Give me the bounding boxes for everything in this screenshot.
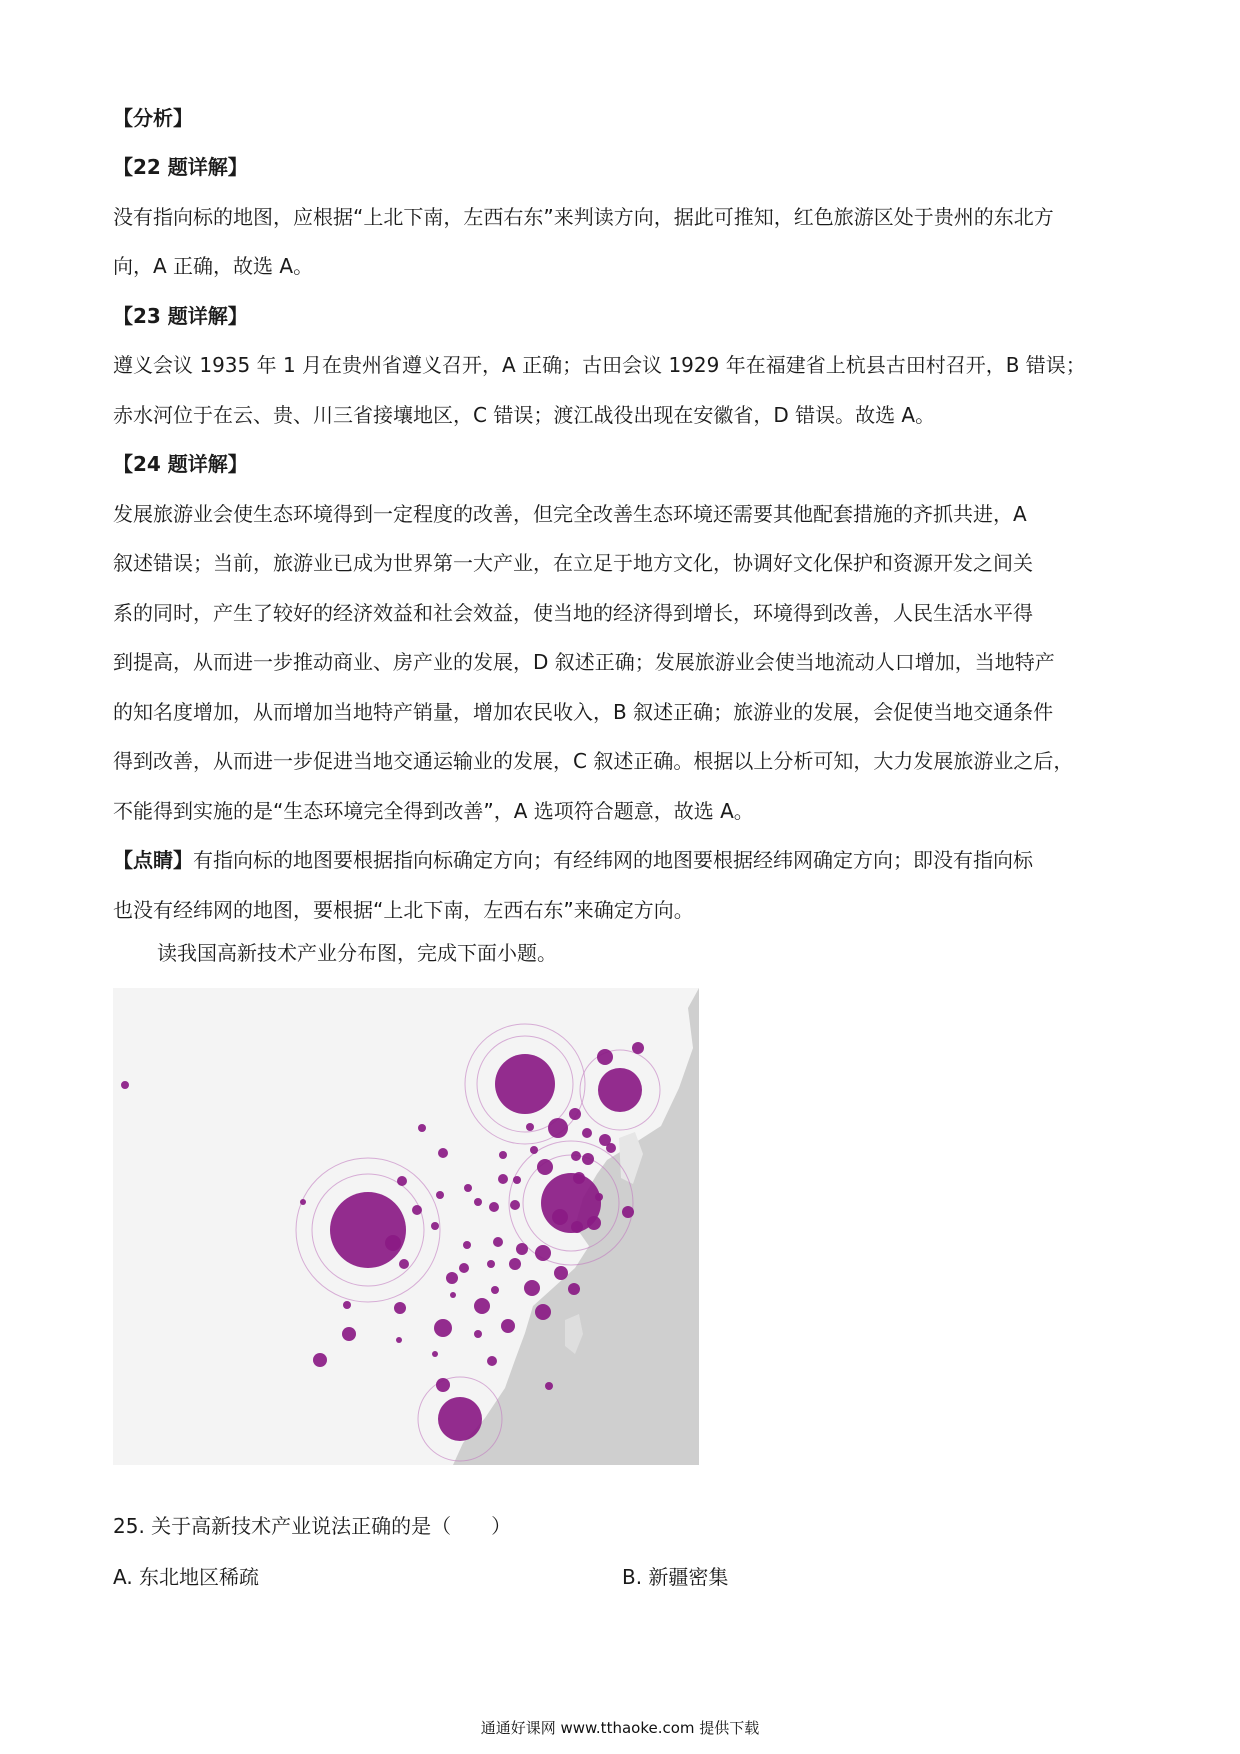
industry-bubble-31 <box>412 1205 422 1215</box>
industry-bubble-59 <box>487 1260 495 1268</box>
high-tech-industry-map <box>113 988 699 1465</box>
industry-bubble-24 <box>342 1327 356 1341</box>
industry-bubble-44 <box>343 1301 351 1309</box>
industry-bubble-66 <box>438 1397 482 1441</box>
option-b[interactable]: B. 新疆密集 <box>622 1565 729 1589</box>
industry-bubble-27 <box>436 1378 450 1392</box>
q23-heading: 【23 题详解】 <box>113 304 248 328</box>
industry-bubble-17 <box>554 1266 568 1280</box>
industry-bubble-47 <box>459 1263 469 1273</box>
industry-bubble-53 <box>582 1128 592 1138</box>
q24-line-4: 到提高，从而进一步推动商业、房产业的发展，D 叙述正确；发展旅游业会使当地流动人口增加，当地特产 <box>113 650 1055 674</box>
industry-bubble-63 <box>330 1192 406 1268</box>
industry-bubble-55 <box>606 1143 616 1153</box>
industry-bubble-0 <box>548 1118 568 1138</box>
industry-bubble-16 <box>524 1280 540 1296</box>
industry-bubble-30 <box>446 1272 458 1284</box>
industry-bubble-5 <box>537 1159 553 1175</box>
industry-bubble-23 <box>394 1302 406 1314</box>
industry-bubble-21 <box>535 1304 551 1320</box>
industry-bubble-18 <box>568 1283 580 1295</box>
tip-label: 【点睛】 <box>113 848 193 872</box>
industry-bubble-65 <box>598 1068 642 1112</box>
industry-bubble-9 <box>489 1202 499 1212</box>
tip-line-2: 也没有经纬网的地图，要根据“上北下南，左西右东”来确定方向。 <box>113 898 694 922</box>
industry-bubble-36 <box>436 1191 444 1199</box>
industry-bubble-46 <box>450 1292 456 1298</box>
industry-bubble-37 <box>474 1198 482 1206</box>
industry-bubble-61 <box>464 1184 472 1192</box>
q22-line-1: 没有指向标的地图，应根据“上北下南，左西右东”来判读方向，据此可推知，红色旅游区处于贵州的东北方 <box>113 205 1054 229</box>
industry-bubble-25 <box>313 1353 327 1367</box>
q24-line-3: 系的同时，产生了较好的经济效益和社会效益，使当地的经济得到增长，环境得到改善，人民生活水平得 <box>113 601 1033 625</box>
industry-bubble-19 <box>474 1298 490 1314</box>
industry-bubble-48 <box>300 1199 306 1205</box>
industry-bubble-57 <box>526 1123 534 1131</box>
tip-text: 有指向标的地图要根据指向标确定方向；有经纬网的地图要根据经纬网确定方向；即没有指向标 <box>193 848 1033 872</box>
industry-bubble-2 <box>632 1042 644 1054</box>
map-intro: 读我国高新技术产业分布图，完成下面小题。 <box>157 941 557 965</box>
industry-bubble-34 <box>499 1151 507 1159</box>
industry-bubble-52 <box>569 1108 581 1120</box>
industry-bubble-64 <box>541 1173 601 1233</box>
industry-bubble-22 <box>434 1319 452 1337</box>
q23-line-1: 遵义会议 1935 年 1 月在贵州省遵义召开，A 正确；古田会议 1929 年在福建省上杭县古田村召开，B 错误； <box>113 353 1086 377</box>
q24-heading: 【24 题详解】 <box>113 452 248 476</box>
q22-heading: 【22 题详解】 <box>113 155 248 179</box>
industry-bubble-51 <box>530 1146 538 1154</box>
q22-line-2: 向，A 正确，故选 A。 <box>113 254 314 278</box>
industry-bubble-58 <box>513 1176 521 1184</box>
tip-line-1 <box>113 846 1133 874</box>
industry-bubble-45 <box>431 1222 439 1230</box>
industry-bubble-11 <box>516 1243 528 1255</box>
industry-bubble-43 <box>396 1337 402 1343</box>
industry-bubble-35 <box>418 1124 426 1132</box>
option-a[interactable]: A. 东北地区稀疏 <box>113 1565 260 1589</box>
q23-line-2: 赤水河位于在云、贵、川三省接壤地区，C 错误；渡江战役出现在安徽省，D 错误。故选 A。 <box>113 403 936 427</box>
industry-bubble-41 <box>432 1351 438 1357</box>
industry-bubble-54 <box>571 1151 581 1161</box>
industry-bubble-49 <box>121 1081 129 1089</box>
footer-source: 通通好课网 www.tthaoke.com 提供下载 <box>480 1719 760 1737</box>
industry-bubble-42 <box>474 1330 482 1338</box>
q24-line-2: 叙述错误；当前，旅游业已成为世界第一大产业，在立足于地方文化，协调好文化保护和资源开发之间关 <box>113 551 1033 575</box>
industry-bubble-12 <box>535 1245 551 1261</box>
q24-line-1: 发展旅游业会使生态环境得到一定程度的改善，但完全改善生态环境还需要其他配套措施的齐抓共进，A <box>113 502 1027 526</box>
industry-bubble-8 <box>622 1206 634 1218</box>
industry-bubble-32 <box>397 1176 407 1186</box>
industry-bubble-26 <box>487 1356 497 1366</box>
industry-bubble-33 <box>438 1148 448 1158</box>
industry-bubble-10 <box>493 1237 503 1247</box>
industry-bubble-1 <box>597 1049 613 1065</box>
industry-bubble-38 <box>463 1241 471 1249</box>
industry-bubble-20 <box>501 1319 515 1333</box>
industry-bubble-29 <box>399 1259 409 1269</box>
industry-bubble-40 <box>491 1286 499 1294</box>
industry-bubble-50 <box>545 1382 553 1390</box>
industry-bubble-4 <box>582 1153 594 1165</box>
q24-line-7: 不能得到实施的是“生态环境完全得到改善”，A 选项符合题意，故选 A。 <box>113 799 754 823</box>
industry-bubble-60 <box>498 1174 508 1184</box>
question-25-stem: 25. 关于高新技术产业说法正确的是（ ） <box>113 1514 512 1538</box>
q24-line-6: 得到改善，从而进一步促进当地交通运输业的发展，C 叙述正确。根据以上分析可知，大力发展旅游业之后， <box>113 749 1074 773</box>
analysis-heading: 【分析】 <box>113 106 193 130</box>
industry-bubble-15 <box>509 1258 521 1270</box>
q24-line-5: 的知名度增加，从而增加当地特产销量，增加农民收入，B 叙述正确；旅游业的发展，会促使当地交通条件 <box>113 700 1054 724</box>
industry-bubble-62 <box>495 1054 555 1114</box>
industry-bubble-39 <box>510 1200 520 1210</box>
